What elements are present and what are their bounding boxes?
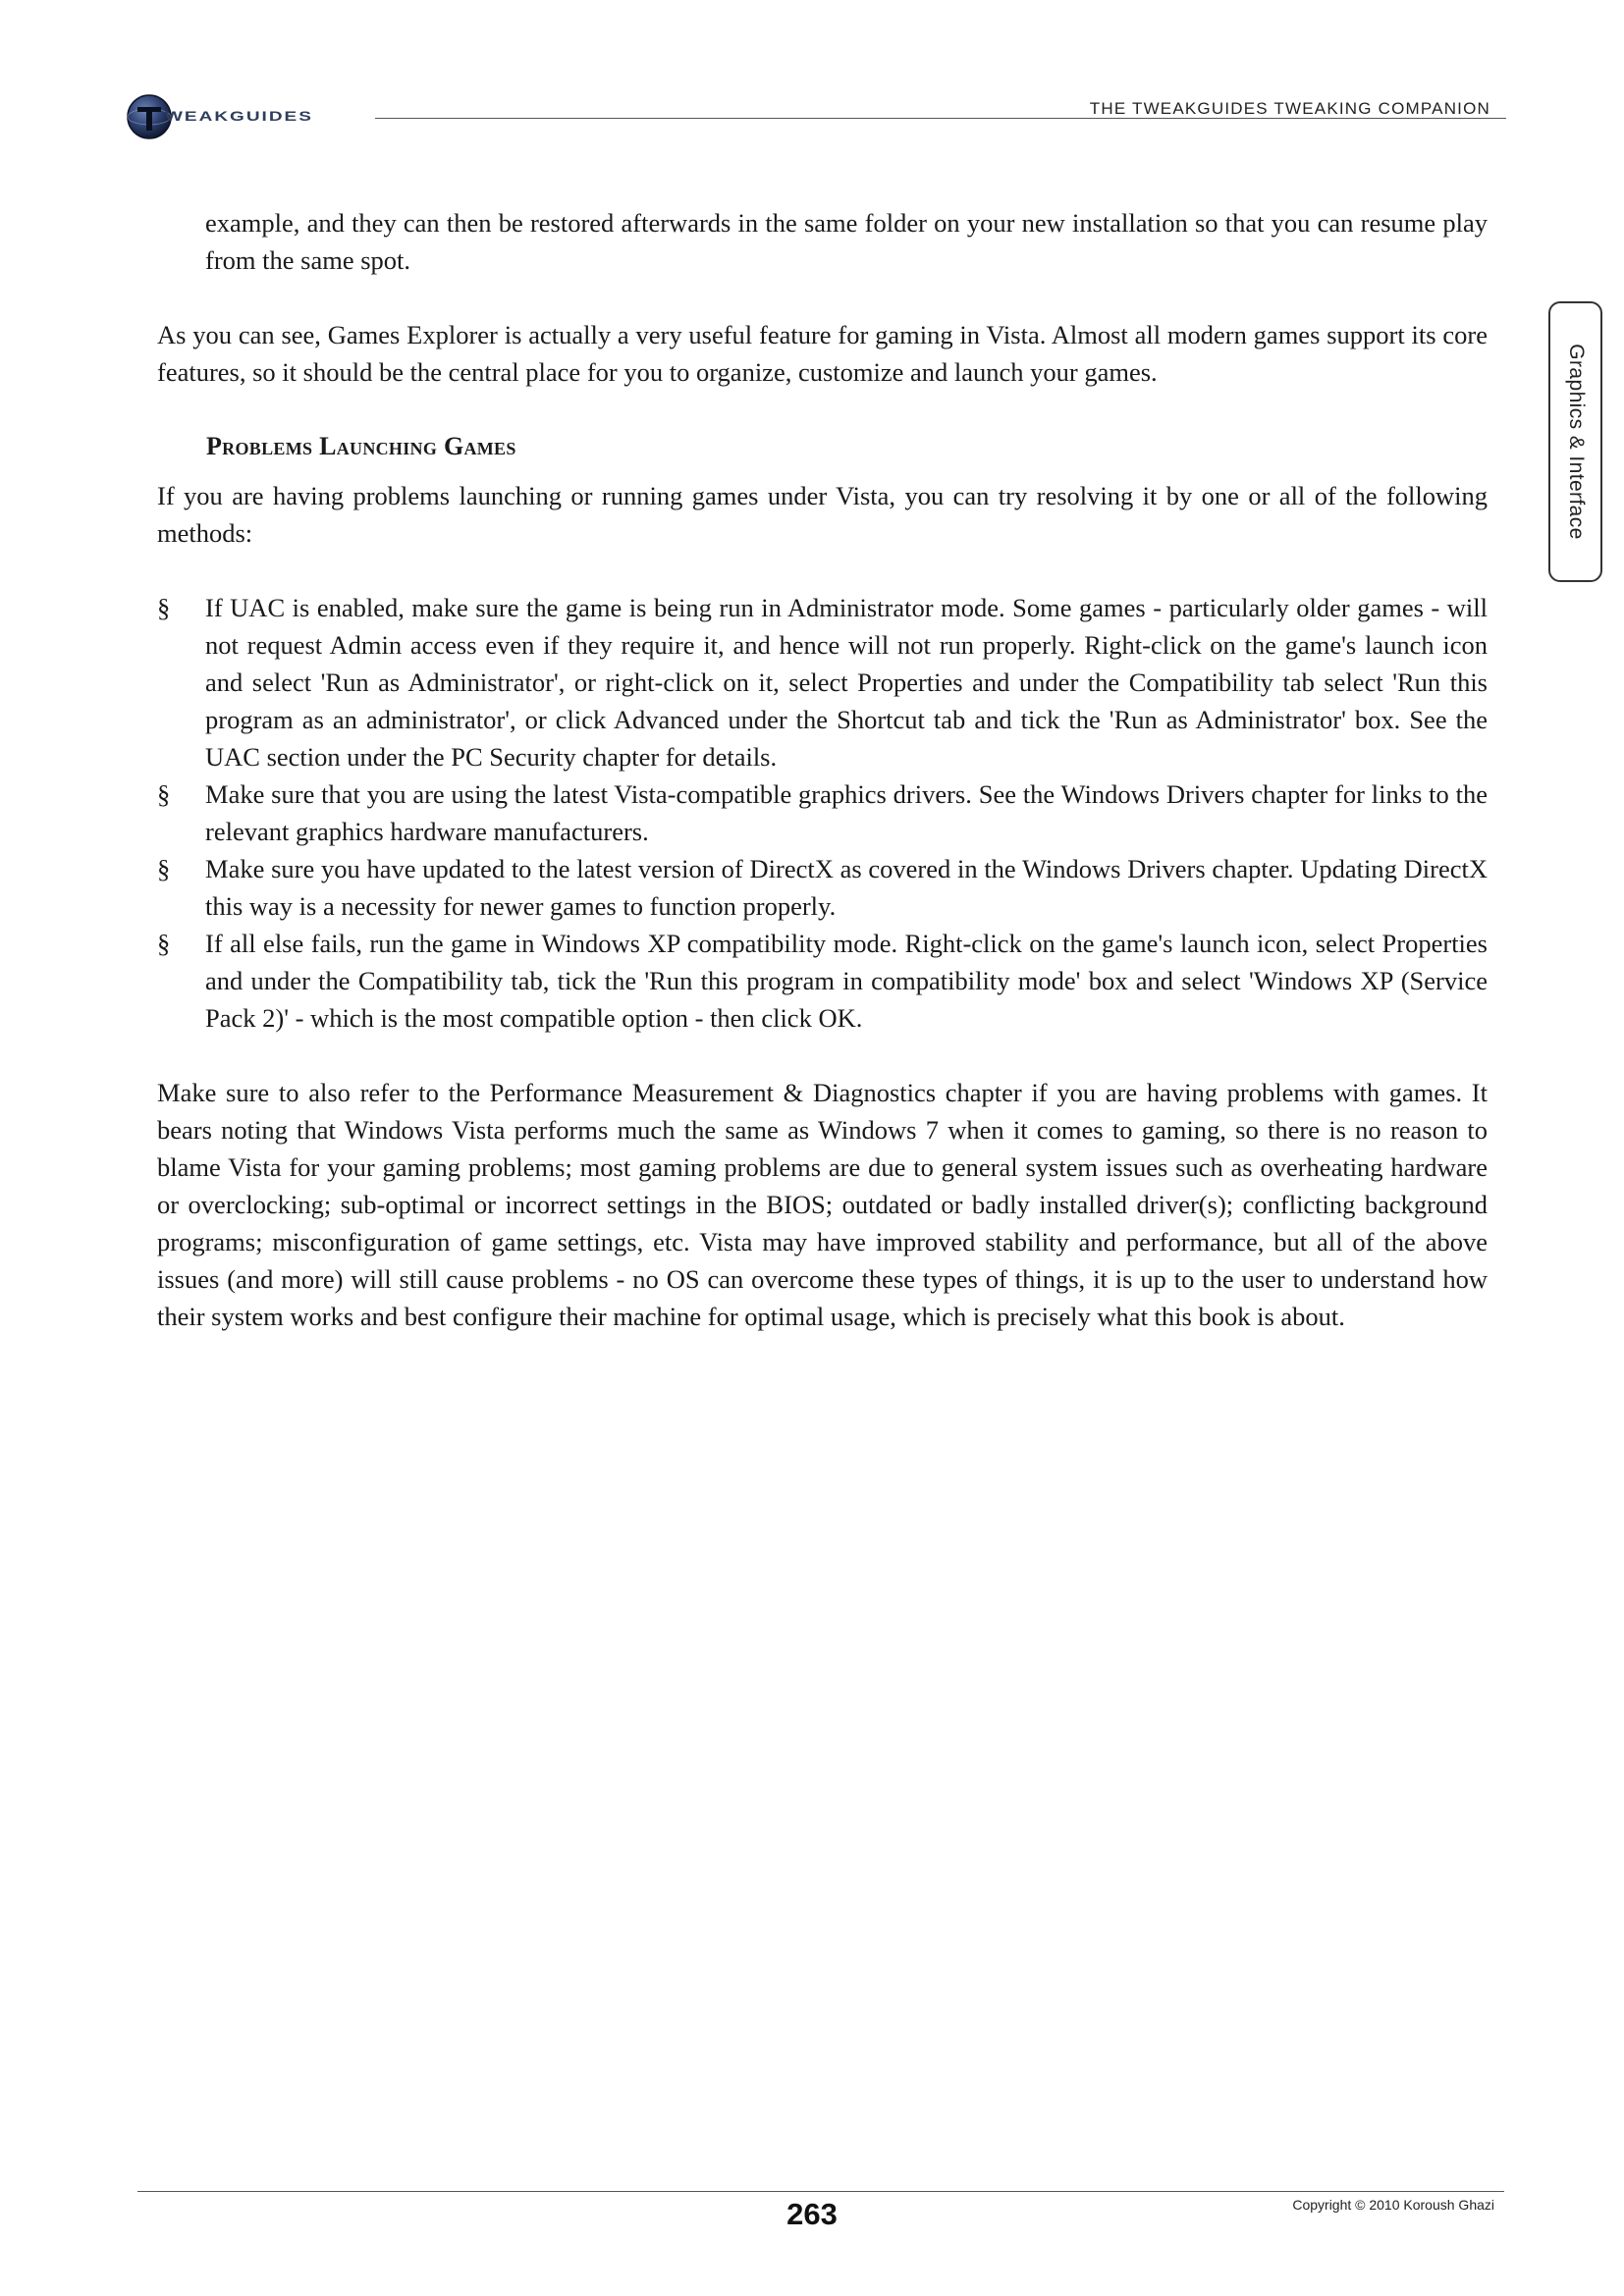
list-item-text: Make sure you have updated to the latest version of DirectX as covered in the Windows Drivers chapter. Updating DirectX this way is a necessity for newer games to function properly. bbox=[205, 854, 1488, 921]
section-sign-bullet: § bbox=[157, 593, 171, 622]
footer-divider bbox=[137, 2191, 1504, 2192]
copyright-notice: Copyright © 2010 Koroush Ghazi bbox=[1292, 2197, 1494, 2213]
logo-wordmark: WEAKGUIDES bbox=[165, 109, 313, 125]
list-item-text: If UAC is enabled, make sure the game is being run in Administrator mode. Some games - particularly older games - will not request Admin access even if they require it, and hence will not run properly. Right-click on the game's launch icon and select 'Run as Administrator', or right-click on it, select Properties and under the Compatibility tab select 'Run this program as an administrator', or click Advanced under the Shortcut tab and tick the 'Run as Administrator' box. See the UAC section under the PC Security chapter for details. bbox=[205, 593, 1488, 772]
section-intro-paragraph: If you are having problems launching or running games under Vista, you can try resolving it by one or all of the following methods: bbox=[157, 481, 1488, 548]
methods-list bbox=[157, 589, 1488, 1037]
list-item bbox=[157, 850, 1488, 925]
chapter-side-tab-label: Graphics & Interface bbox=[1564, 344, 1588, 540]
section-sign-bullet: § bbox=[157, 929, 171, 958]
section-heading: Problems Launching Games bbox=[206, 432, 516, 460]
list-item bbox=[157, 589, 1488, 775]
list-item-text: Make sure that you are using the latest Vista-compatible graphics drivers. See the Windows Drivers chapter for links to the relevant graphics hardware manufacturers. bbox=[205, 779, 1488, 846]
page-number: 263 bbox=[786, 2197, 838, 2231]
section-sign-bullet: § bbox=[157, 854, 171, 883]
closing-paragraph: Make sure to also refer to the Performance Measurement & Diagnostics chapter if you are having problems with games. It bears noting that Windows Vista performs much the same as Windows 7 when it comes to gaming, so there is no reason to blame Vista for your gaming problems; most gaming problems are due to general system issues such as overheating hardware or overclocking; sub-optimal or incorrect settings in the BIOS; outdated or badly installed driver(s); conflicting background programs; misconfiguration of game settings, etc. Vista may have improved stability and performance, but all of the above issues (and more) will still cause problems - no OS can overcome these types of things, it is up to the user to understand how their system works and best configure their machine for optimal usage, which is precisely what this book is about. bbox=[157, 1078, 1488, 1331]
list-item-text: If all else fails, run the game in Windows XP compatibility mode. Right-click on the game's launch icon, select Properties and under the Compatibility tab, tick the 'Run this program in compatibility mode' box and select 'Windows XP (Service Pack 2)' - which is the most compatible option - then click OK. bbox=[205, 929, 1488, 1033]
tweakguides-logo bbox=[126, 93, 361, 144]
page-content bbox=[157, 204, 1488, 1335]
games-explorer-paragraph: As you can see, Games Explorer is actually a very useful feature for gaming in Vista. Almost all modern games support its core features, so it should be the central place for you to organize, customize and launch your games. bbox=[157, 320, 1488, 387]
running-header-title: THE TWEAKGUIDES TWEAKING COMPANION bbox=[1089, 99, 1490, 118]
intro-continuation-paragraph: example, and they can then be restored afterwards in the same folder on your new installation so that you can resume play from the same spot. bbox=[205, 208, 1488, 275]
list-item bbox=[157, 775, 1488, 850]
list-item bbox=[157, 925, 1488, 1037]
chapter-side-tab bbox=[1548, 301, 1602, 582]
page-header bbox=[0, 0, 1624, 147]
section-sign-bullet: § bbox=[157, 779, 171, 809]
